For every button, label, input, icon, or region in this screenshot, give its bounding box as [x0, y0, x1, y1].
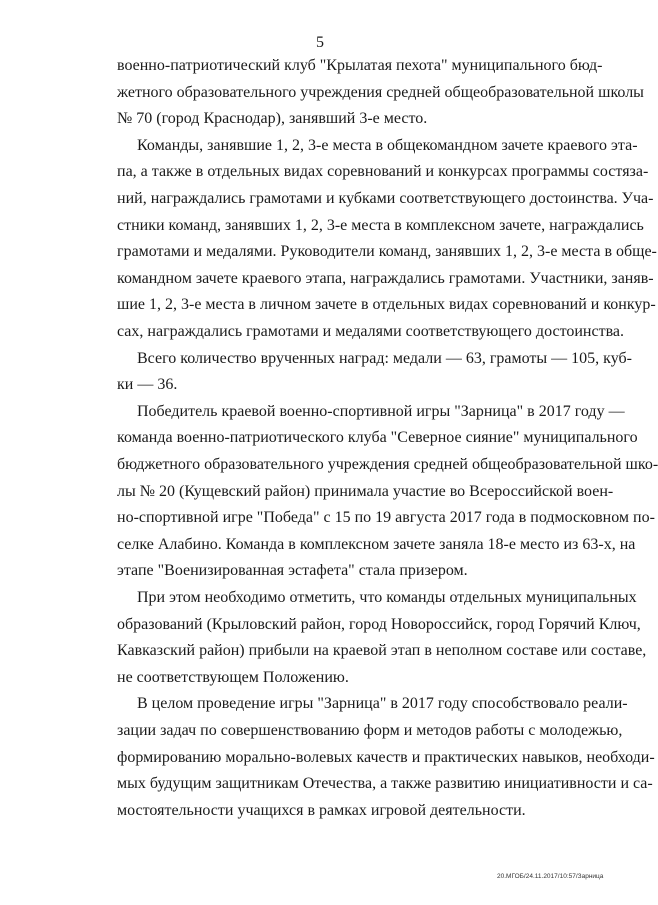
text-line: Кавказский район) прибыли на краевой этап в неполном составе или составе, — [117, 642, 647, 659]
text-line: зации задач по совершенствованию форм и методов работы с молодежью, — [117, 722, 623, 739]
text-line: сах, награждались грамотами и медалями соответствующего достоинства. — [117, 323, 625, 340]
text-line: жетного образовательного учреждения средней общеобразовательной школы — [117, 84, 644, 101]
text-line: этапе "Военизированная эстафета" стала призером. — [117, 562, 468, 579]
text-line: не соответствующем Положению. — [117, 669, 349, 686]
text-line: Команды, занявшие 1, 2, 3-е места в общекомандном зачете краевого эта- — [137, 137, 638, 154]
text-line: команда военно-патриотического клуба "Северное сияние" муниципального — [117, 429, 638, 446]
text-line: стники команд, занявших 1, 2, 3-е места в комплексном зачете, награждались — [117, 217, 644, 234]
text-line: командном зачете краевого этапа, награждались грамотами. Участники, заняв- — [117, 270, 654, 287]
text-line: военно-патриотический клуб "Крылатая пехота" муниципального бюд- — [117, 57, 603, 74]
text-line: образований (Крыловский район, город Новороссийск, город Горячий Ключ, — [117, 616, 641, 633]
page-number: 5 — [316, 34, 324, 51]
text-line: бюджетного образовательного учреждения средней общеобразовательной шко- — [117, 456, 658, 473]
document-code: 20.МГОБ/24.11.2017/10:57/Зарница — [497, 873, 604, 880]
text-line: мых будущим защитникам Отечества, а также развитию инициативности и са- — [117, 775, 653, 792]
text-line: грамотами и медалями. Руководители команд, занявших 1, 2, 3-е места в обще- — [117, 243, 657, 260]
text-line: ний, награждались грамотами и кубками соответствующего достоинства. Уча- — [117, 190, 654, 207]
text-line: № 70 (город Краснодар), занявший 3-е место. — [117, 110, 428, 127]
text-line: мостоятельности учащихся в рамках игровой деятельности. — [117, 802, 526, 819]
text-line: формированию морально-волевых качеств и практических навыков, необходи- — [117, 749, 655, 766]
text-line: Победитель краевой военно-спортивной игры "Зарница" в 2017 году — — [137, 403, 625, 420]
text-line: ки — 36. — [117, 376, 178, 393]
text-line: В целом проведение игры "Зарница" в 2017 году способствовало реали- — [137, 695, 628, 712]
text-line: шие 1, 2, 3-е места в личном зачете в отдельных видах соревнований и конкур- — [117, 296, 656, 313]
text-line: Всего количество врученных наград: медали — 63, грамоты — 105, куб- — [137, 350, 632, 367]
text-line: но-спортивной игре "Победа" с 15 по 19 августа 2017 года в подмосковном по- — [117, 509, 655, 526]
text-line: селке Алабино. Команда в комплексном зачете заняла 18-е место из 63-х, на — [117, 536, 636, 553]
text-line: При этом необходимо отметить, что команды отдельных муниципальных — [137, 589, 637, 606]
text-line: па, а также в отдельных видах соревнований и конкурсах программы состяза- — [117, 163, 649, 180]
text-line: лы № 20 (Кущевский район) принимала участие во Всероссийской воен- — [117, 483, 614, 500]
